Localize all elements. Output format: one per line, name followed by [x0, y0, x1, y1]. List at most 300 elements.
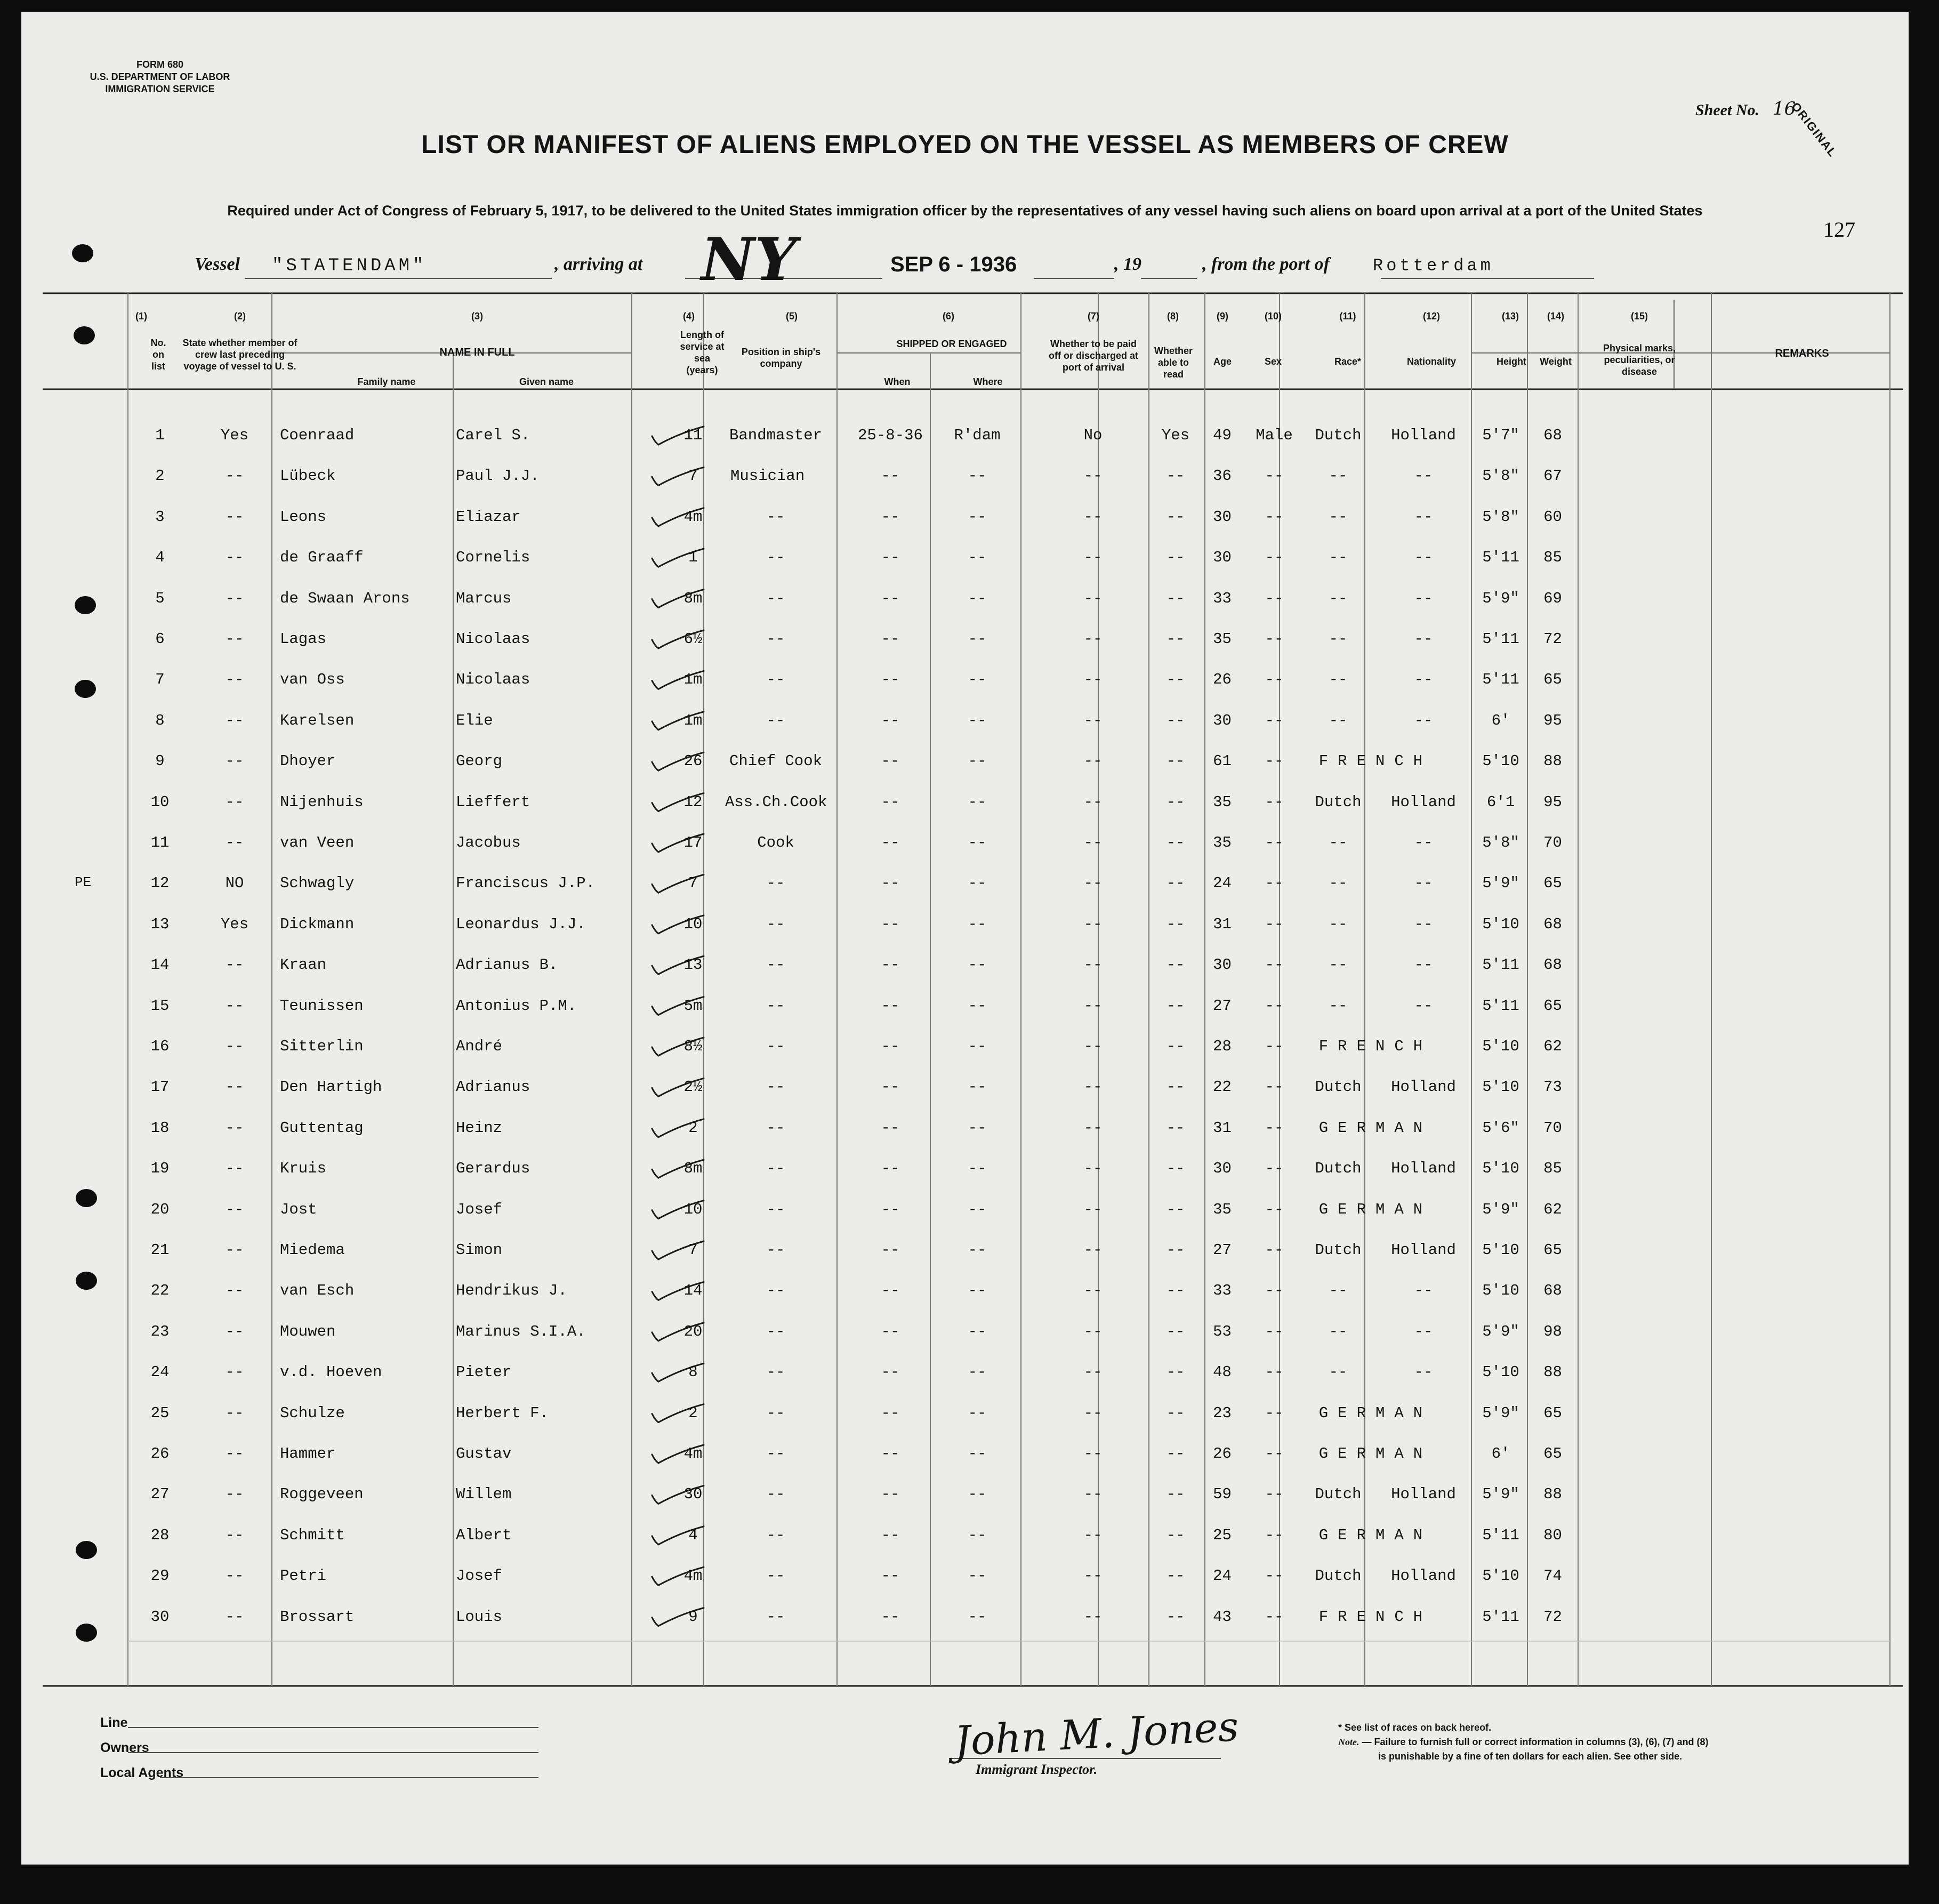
cell-height: 5'6" [1482, 1119, 1519, 1137]
cell-height: 5'10 [1482, 752, 1519, 770]
cell-years: 4m [683, 508, 703, 526]
cell-sex: -- [1265, 1282, 1284, 1300]
sheet-label: Sheet No. [1695, 101, 1759, 119]
cell-where: -- [968, 508, 987, 526]
cell-read: -- [1166, 508, 1185, 526]
cell-years: 1 [688, 549, 698, 567]
form-service: IMMIGRATION SERVICE [105, 84, 215, 94]
sheet-number: 16 [1773, 98, 1796, 119]
cell-age: 30 [1213, 549, 1232, 567]
cell-race: GERMAN [1318, 1119, 1433, 1137]
col5-num: (5) [786, 311, 798, 322]
cell-paid: -- [1083, 1282, 1103, 1300]
cell-weight: 95 [1543, 793, 1562, 811]
cell-when: -- [881, 1241, 900, 1259]
cell-prev: -- [225, 752, 244, 770]
cell-paid: -- [1083, 1567, 1103, 1585]
cell-position: -- [766, 997, 785, 1015]
cell-position: -- [766, 1404, 785, 1422]
cell-read: -- [1166, 1608, 1185, 1626]
cell-race: Dutch [1315, 427, 1362, 444]
cell-sex: -- [1265, 834, 1284, 851]
cell-age: 23 [1213, 1404, 1232, 1422]
cell-given: André [456, 1038, 503, 1055]
cell-family: Leons [280, 508, 327, 526]
cell-sex: -- [1265, 915, 1284, 933]
cell-prev: -- [225, 834, 244, 851]
cell-age: 59 [1213, 1485, 1232, 1504]
cell-paid: -- [1083, 508, 1103, 526]
cell-family: Coenraad [280, 427, 355, 444]
cell-paid: -- [1083, 1322, 1103, 1340]
cell-prev: -- [225, 793, 244, 811]
cell-position: -- [766, 1241, 785, 1259]
cell-position: -- [766, 711, 785, 729]
cell-read: -- [1166, 1078, 1185, 1096]
cell-race: FRENCH [1318, 1608, 1433, 1626]
cell-sex: -- [1265, 1526, 1284, 1544]
cell-age: 30 [1213, 956, 1232, 974]
cell-prev: -- [225, 1404, 244, 1422]
cell-nationality: -- [1414, 874, 1433, 893]
cell-paid: -- [1083, 793, 1103, 811]
cell-height: 5'10 [1482, 915, 1519, 933]
cell-prev: -- [225, 1363, 244, 1381]
cell-where: -- [968, 793, 987, 811]
cell-family: Kraan [280, 956, 327, 974]
cell-position: -- [766, 1160, 785, 1178]
cell-family: Sitterlin [280, 1038, 364, 1055]
cell-where: -- [968, 1322, 987, 1340]
cell-prev: -- [225, 1526, 244, 1544]
cell-years: 5m [683, 997, 703, 1015]
cell-years: 11 [683, 427, 703, 444]
cell-position: -- [766, 630, 785, 648]
cell-where: -- [968, 915, 987, 933]
cell-race: Dutch [1315, 793, 1362, 811]
cell-when: -- [881, 874, 900, 893]
cell-prev: -- [225, 508, 244, 526]
cell-race: -- [1329, 711, 1348, 729]
cell-where: -- [968, 1526, 987, 1544]
cell-age: 35 [1213, 793, 1232, 811]
cell-position: -- [766, 549, 785, 567]
cell-read: -- [1166, 1485, 1185, 1504]
cell-weight: 70 [1543, 1119, 1562, 1137]
cell-race: GERMAN [1318, 1200, 1433, 1218]
cell-read: -- [1166, 1322, 1185, 1340]
cell-position: -- [766, 1526, 785, 1544]
cell-nationality: -- [1414, 630, 1433, 648]
cell-prev: -- [225, 1485, 244, 1504]
cell-weight: 98 [1543, 1322, 1562, 1340]
cell-nationality: -- [1414, 1322, 1433, 1340]
cell-weight: 73 [1543, 1078, 1562, 1096]
cell-where: -- [968, 834, 987, 851]
cell-sex: -- [1265, 711, 1284, 729]
cell-age: 25 [1213, 1526, 1232, 1544]
cell-no: 16 [150, 1038, 170, 1055]
cell-age: 30 [1213, 508, 1232, 526]
cell-prev: -- [225, 1445, 244, 1463]
cell-height: 5'8" [1482, 467, 1519, 485]
punch-hole [76, 1624, 97, 1642]
cell-given: Cornelis [456, 549, 530, 567]
cell-age: 31 [1213, 915, 1232, 933]
vessel-label: Vessel [195, 254, 240, 274]
cell-nationality: Holland [1391, 1485, 1456, 1504]
cell-prev: -- [225, 467, 244, 485]
cell-paid: -- [1083, 671, 1103, 689]
cell-height: 5'9" [1482, 1404, 1519, 1422]
cell-read: -- [1166, 1404, 1185, 1422]
cell-given: Heinz [456, 1119, 503, 1137]
cell-nationality: -- [1414, 1282, 1433, 1300]
cell-no: 9 [155, 752, 165, 770]
cell-weight: 68 [1543, 956, 1562, 974]
col10-header: Sex [1264, 356, 1282, 367]
cell-weight: 85 [1543, 549, 1562, 567]
cell-height: 5'10 [1482, 1038, 1519, 1055]
cell-paid: -- [1083, 752, 1103, 770]
cell-family: Brossart [280, 1608, 355, 1626]
cell-where: -- [968, 467, 987, 485]
cell-where: -- [968, 589, 987, 607]
cell-when: -- [881, 1445, 900, 1463]
col15-num: (15) [1630, 311, 1648, 322]
cell-paid: -- [1083, 1363, 1103, 1381]
cell-age: 49 [1213, 427, 1232, 444]
cell-paid: -- [1083, 874, 1103, 893]
cell-where: -- [968, 1078, 987, 1096]
cell-sex: -- [1265, 1567, 1284, 1585]
cell-sex: -- [1265, 589, 1284, 607]
cell-when: -- [881, 467, 900, 485]
col2-num: (2) [234, 311, 246, 322]
cell-years: 8m [683, 589, 703, 607]
cell-weight: 65 [1543, 1404, 1562, 1422]
cell-read: -- [1166, 834, 1185, 851]
cell-given: Franciscus J.P. [456, 874, 596, 893]
cell-given: Louis [456, 1608, 503, 1626]
cell-read: -- [1166, 1445, 1185, 1463]
cell-height: 6' [1491, 711, 1510, 729]
cell-given: Elie [456, 711, 493, 729]
cell-sex: -- [1265, 1078, 1284, 1096]
cell-height: 5'10 [1482, 1160, 1519, 1178]
cell-years: 1m [683, 671, 703, 689]
cell-given: Marcus [456, 589, 512, 607]
cell-sex: -- [1265, 508, 1284, 526]
cell-weight: 65 [1543, 1445, 1562, 1463]
cell-no: 25 [150, 1404, 170, 1422]
col2-header: State whether member of crew last preceding voyage of vessel to U. S. [182, 338, 297, 372]
col10-num: (10) [1264, 311, 1282, 322]
cell-read: -- [1166, 549, 1185, 567]
cell-read: -- [1166, 1038, 1185, 1055]
cell-where: -- [968, 1282, 987, 1300]
col14-header: Weight [1540, 356, 1572, 367]
cell-prev: -- [225, 1038, 244, 1055]
cell-no: 6 [155, 630, 165, 648]
cell-age: 30 [1213, 1160, 1232, 1178]
cell-height: 5'11 [1482, 1526, 1519, 1544]
cell-prev: -- [225, 1078, 244, 1096]
cell-family: van Veen [280, 834, 355, 851]
col5-header: Position in ship's company [741, 347, 821, 369]
cell-no: 30 [150, 1608, 170, 1626]
cell-position: Cook [757, 834, 794, 851]
cell-weight: 65 [1543, 874, 1562, 893]
original-stamp: ORIGINAL [1789, 100, 1840, 160]
cell-family: Jost [280, 1200, 317, 1218]
cell-weight: 70 [1543, 834, 1562, 851]
cell-sex: -- [1265, 1608, 1284, 1626]
cell-when: -- [881, 1160, 900, 1178]
col9-header: Age [1213, 356, 1232, 367]
form-department: U.S. DEPARTMENT OF LABOR [90, 71, 230, 82]
cell-when: -- [881, 793, 900, 811]
cell-when: -- [881, 671, 900, 689]
cell-no: 27 [150, 1485, 170, 1504]
cell-height: 5'10 [1482, 1567, 1519, 1585]
cell-paid: -- [1083, 1404, 1103, 1422]
cell-read: -- [1166, 956, 1185, 974]
cell-age: 27 [1213, 997, 1232, 1015]
cell-years: 7 [688, 874, 698, 893]
cell-race: Dutch [1315, 1241, 1362, 1259]
cell-read: -- [1166, 1241, 1185, 1259]
cell-race: -- [1329, 508, 1348, 526]
cell-race: GERMAN [1318, 1445, 1433, 1463]
cell-nationality: -- [1414, 956, 1433, 974]
cell-height: 5'8" [1482, 508, 1519, 526]
cell-race: -- [1329, 589, 1348, 607]
col9-num: (9) [1217, 311, 1228, 322]
cell-given: Albert [456, 1526, 512, 1544]
cell-when: -- [881, 1322, 900, 1340]
col3-header: NAME IN FULL [439, 347, 515, 358]
cell-given: Lieffert [456, 793, 530, 811]
cell-no: 28 [150, 1526, 170, 1544]
cell-weight: 65 [1543, 997, 1562, 1015]
cell-paid: -- [1083, 1119, 1103, 1137]
cell-prev: -- [225, 589, 244, 607]
col6-header: SHIPPED OR ENGAGED [896, 339, 1007, 349]
cell-sex: -- [1265, 1200, 1284, 1218]
cell-family: Dhoyer [280, 752, 336, 770]
cell-sex: -- [1265, 1322, 1284, 1340]
cell-sex: -- [1265, 956, 1284, 974]
cell-position: Bandmaster [729, 427, 823, 444]
cell-no: 21 [150, 1241, 170, 1259]
cell-given: Gerardus [456, 1160, 530, 1178]
cell-age: 24 [1213, 874, 1232, 893]
cell-sex: -- [1265, 1445, 1284, 1463]
cell-when: -- [881, 711, 900, 729]
cell-family: van Oss [280, 671, 345, 689]
departure-port: Rotterdam [1373, 256, 1494, 276]
cell-nationality: Holland [1391, 793, 1456, 811]
cell-family: Hammer [280, 1445, 336, 1463]
fine-note [1338, 1735, 1709, 1749]
cell-where: -- [968, 874, 987, 893]
cell-sex: -- [1265, 467, 1284, 485]
cell-where: R'dam [954, 427, 1001, 444]
cell-nationality: -- [1414, 1363, 1433, 1381]
cell-years: 7 [688, 467, 698, 485]
cell-prev: -- [225, 1282, 244, 1300]
cell-position: -- [766, 1363, 785, 1381]
cell-height: 6'1 [1486, 793, 1515, 811]
cell-read: -- [1166, 671, 1185, 689]
cell-race: GERMAN [1318, 1526, 1433, 1544]
cell-nationality: -- [1414, 997, 1433, 1015]
punch-hole [75, 680, 96, 698]
cell-family: Dickmann [280, 915, 355, 933]
cell-age: 27 [1213, 1241, 1232, 1259]
cell-when: -- [881, 1078, 900, 1096]
cell-no: 13 [150, 915, 170, 933]
cell-no: 4 [155, 549, 165, 567]
cell-sex: -- [1265, 1119, 1284, 1137]
cell-age: 26 [1213, 1445, 1232, 1463]
cell-years: 30 [683, 1485, 703, 1504]
cell-height: 5'9" [1482, 1485, 1519, 1504]
col7-num: (7) [1088, 311, 1099, 322]
cell-where: -- [968, 1119, 987, 1137]
cell-no: 8 [155, 711, 165, 729]
remarks-header: REMARKS [1775, 348, 1829, 359]
cell-weight: 72 [1543, 630, 1562, 648]
cell-nationality: Holland [1391, 1078, 1456, 1096]
cell-years: 20 [683, 1322, 703, 1340]
cell-race: Dutch [1315, 1485, 1362, 1504]
cell-position: -- [766, 1038, 785, 1055]
cell-years: 4m [683, 1567, 703, 1585]
year-label: , 19 [1114, 254, 1141, 274]
cell-no: 26 [150, 1445, 170, 1463]
cell-read: -- [1166, 915, 1185, 933]
cell-when: -- [881, 915, 900, 933]
cell-weight: 69 [1543, 589, 1562, 607]
cell-no: 23 [150, 1322, 170, 1340]
cell-given: Willem [456, 1485, 512, 1504]
cell-height: 5'9" [1482, 1200, 1519, 1218]
cell-given: Adrianus [456, 1078, 530, 1096]
cell-given: Josef [456, 1567, 503, 1585]
cell-no: 2 [155, 467, 165, 485]
col7-header: Whether to be paid off or discharged at port of arrival [1048, 339, 1139, 373]
col11-num: (11) [1339, 311, 1356, 322]
cell-prev: -- [225, 630, 244, 648]
cell-race: -- [1329, 874, 1348, 893]
cell-where: -- [968, 752, 987, 770]
cell-weight: 95 [1543, 711, 1562, 729]
cell-given: Paul J.J. [456, 467, 540, 485]
cell-no: 11 [150, 834, 170, 851]
cell-position: -- [766, 589, 785, 607]
col8-num: (8) [1167, 311, 1179, 322]
cell-prev: -- [225, 1322, 244, 1340]
cell-family: Schwagly [280, 874, 355, 893]
cell-nationality: -- [1414, 508, 1433, 526]
cell-family: Miedema [280, 1241, 345, 1259]
cell-nationality: -- [1414, 467, 1433, 485]
cell-height: 5'11 [1482, 671, 1519, 689]
cell-family: Nijenhuis [280, 793, 364, 811]
cell-prev: -- [225, 1241, 244, 1259]
cell-paid: -- [1083, 1038, 1103, 1055]
cell-read: -- [1166, 793, 1185, 811]
cell-sex: -- [1265, 630, 1284, 648]
cell-position: -- [766, 1445, 785, 1463]
cell-age: 35 [1213, 834, 1232, 851]
cell-years: 8 [688, 1363, 698, 1381]
cell-weight: 85 [1543, 1160, 1562, 1178]
cell-prev: -- [225, 1119, 244, 1137]
cell-nationality: -- [1414, 834, 1433, 851]
cell-paid: -- [1083, 915, 1103, 933]
note-text: — Failure to furnish full or correct information in columns (3), (6), (7) and (8) [1362, 1737, 1709, 1747]
cell-when: -- [881, 1485, 900, 1504]
cell-family: Schmitt [280, 1526, 345, 1544]
cell-years: 4m [683, 1445, 703, 1463]
cell-age: 33 [1213, 589, 1232, 607]
cell-age: 36 [1213, 467, 1232, 485]
inspector-label: Immigrant Inspector. [976, 1762, 1098, 1777]
cell-height: 5'9" [1482, 1322, 1519, 1340]
cell-where: -- [968, 956, 987, 974]
cell-weight: 62 [1543, 1200, 1562, 1218]
col6-where-header: Where [973, 376, 1003, 387]
cell-position: -- [766, 671, 785, 689]
cell-where: -- [968, 1445, 987, 1463]
cell-years: 26 [683, 752, 703, 770]
cell-where: -- [968, 1485, 987, 1504]
cell-when: -- [881, 997, 900, 1015]
col13-header: Height [1497, 356, 1526, 367]
cell-position: -- [766, 1567, 785, 1585]
cell-family: Lübeck [280, 467, 336, 485]
cell-age: 31 [1213, 1119, 1232, 1137]
cell-no: 15 [150, 997, 170, 1015]
cell-weight: 88 [1543, 752, 1562, 770]
col3-given-header: Given name [519, 376, 574, 387]
cell-position: -- [766, 1200, 785, 1218]
cell-read: -- [1166, 997, 1185, 1015]
cell-sex: -- [1265, 1160, 1284, 1178]
cell-sex: Male [1256, 427, 1293, 444]
cell-sex: -- [1265, 1038, 1284, 1055]
col14-num: (14) [1547, 311, 1564, 322]
cell-when: -- [881, 630, 900, 648]
cell-weight: 88 [1543, 1363, 1562, 1381]
cell-years: 4 [688, 1526, 698, 1544]
cell-position: Ass.Ch.Cook [725, 793, 827, 811]
col12-num: (12) [1422, 311, 1440, 322]
cell-sex: -- [1265, 1404, 1284, 1422]
cell-no: 20 [150, 1200, 170, 1218]
cell-years: 8½ [683, 1038, 703, 1055]
cell-prev: -- [225, 1567, 244, 1585]
cell-given: Herbert F. [456, 1404, 549, 1422]
punch-hole [74, 326, 95, 344]
cell-race: -- [1329, 956, 1348, 974]
cell-sex: -- [1265, 874, 1284, 893]
cell-years: 2 [688, 1404, 698, 1422]
cell-given: Josef [456, 1200, 503, 1218]
